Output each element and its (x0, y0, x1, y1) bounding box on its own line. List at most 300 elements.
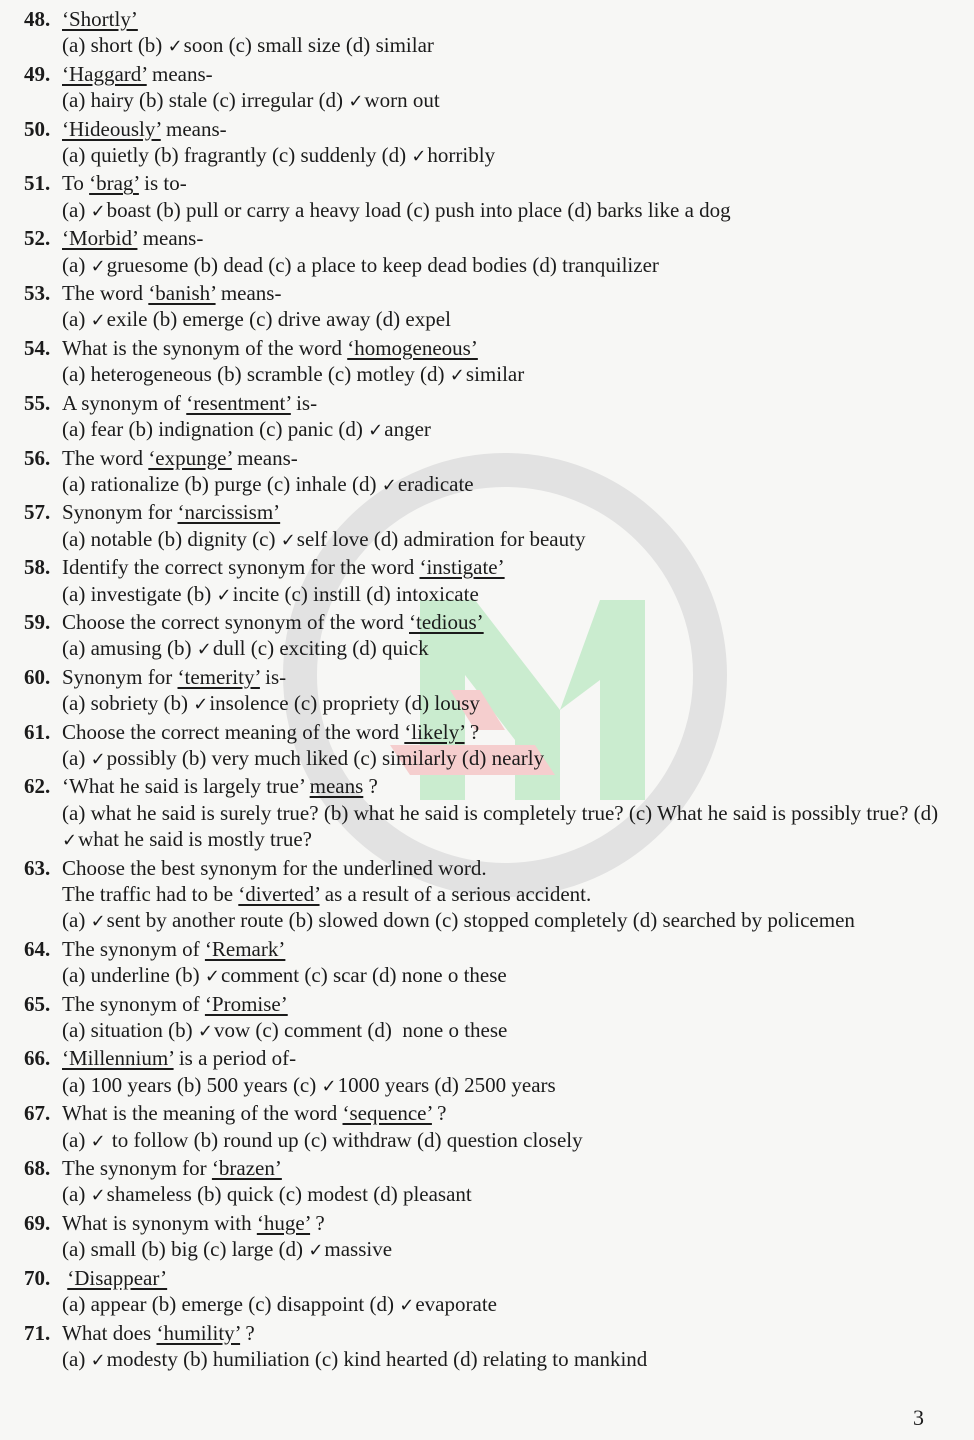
option-text: relating to mankind (482, 1346, 648, 1371)
option-label: (d) (532, 252, 557, 277)
question-number: 68. (24, 1156, 51, 1181)
question-text (62, 116, 954, 142)
option (352, 636, 428, 660)
option-text: similarly (381, 745, 457, 770)
question-term: ‘Remark’ (204, 936, 286, 961)
option-label: (b) (183, 1346, 208, 1371)
question-term: ‘Disappear’ (67, 1265, 168, 1290)
option-text: slowed down (318, 908, 430, 933)
option (367, 1018, 507, 1042)
option (315, 1347, 448, 1371)
options-line (62, 907, 954, 935)
option (633, 908, 855, 932)
option-text: humiliation (212, 1346, 310, 1371)
option-label: (d) (338, 417, 363, 442)
question-text (62, 554, 954, 580)
question-item (24, 1265, 954, 1320)
options-line (62, 1346, 954, 1374)
options-line (62, 1127, 954, 1155)
option-text: large (231, 1237, 274, 1262)
question-number: 62. (24, 774, 51, 799)
question-number: 49. (24, 61, 51, 86)
option (62, 746, 177, 770)
option-label: (c) (304, 963, 328, 988)
option (272, 143, 376, 167)
question-item (24, 61, 954, 116)
question-term: ‘humility’ (156, 1320, 241, 1345)
check-mark-icon: ✓ (321, 1075, 337, 1097)
option-label: (d) (567, 197, 592, 222)
question-text (62, 609, 954, 635)
option (268, 253, 527, 277)
options-line (62, 252, 954, 280)
question-number: 69. (24, 1210, 51, 1235)
question-suffix: ? (464, 719, 480, 744)
option (372, 963, 507, 987)
option-text: intoxicate (395, 581, 479, 606)
question-item (24, 6, 954, 61)
option (197, 1182, 273, 1206)
question-term: ‘Millennium’ (62, 1046, 174, 1071)
option-label: (b) (186, 581, 212, 606)
option (406, 198, 562, 222)
question-number: 51. (24, 171, 51, 196)
question-item (24, 390, 954, 445)
option-text: shameless (106, 1182, 192, 1207)
question-text (62, 936, 954, 962)
option-text: gruesome (106, 252, 189, 277)
option-label: (a) (62, 417, 86, 442)
question-term: ‘instigate’ (419, 555, 505, 580)
option (154, 143, 267, 167)
question-suffix: is to- (138, 171, 187, 196)
option-label: (a) (62, 33, 86, 58)
question-suffix: is a period of- (173, 1046, 297, 1071)
option (138, 33, 224, 57)
option-text: quick (226, 1182, 274, 1207)
question-text (62, 1155, 954, 1181)
option (62, 582, 182, 606)
option (167, 636, 246, 660)
option (62, 1237, 136, 1261)
option (255, 1018, 362, 1042)
question-item (24, 936, 954, 991)
option (374, 527, 586, 551)
options-line (62, 690, 954, 718)
option (62, 198, 151, 222)
option-text: pleasant (402, 1182, 472, 1207)
question-suffix: means- (215, 281, 282, 306)
option (366, 582, 479, 606)
option-text: 2500 years (464, 1072, 556, 1097)
option-text: pull or carry a heavy load (185, 197, 402, 222)
option-text: what he said is surely true? (90, 800, 319, 825)
question-stem (24, 936, 954, 962)
option-text: comment (220, 963, 300, 988)
option-label: (b) (217, 362, 242, 387)
options-line (62, 471, 954, 499)
option (187, 582, 280, 606)
option (168, 1018, 250, 1042)
option-label: (c) (266, 471, 291, 496)
option-text: similar (375, 33, 434, 58)
option-label: (b) (197, 1182, 222, 1207)
option (267, 472, 347, 496)
option (251, 636, 347, 660)
option (152, 1292, 243, 1316)
option-text: dead (223, 252, 263, 277)
option (62, 1292, 147, 1316)
option-text: notable (90, 526, 153, 551)
question-stem (24, 1045, 954, 1071)
check-mark-icon: ✓ (449, 365, 465, 387)
option (62, 88, 134, 112)
question-suffix: ? (240, 1320, 255, 1345)
option-text: 1000 years (337, 1072, 430, 1097)
question-suffix: is- (290, 390, 318, 415)
option-text: sobriety (90, 691, 159, 716)
question-term: ‘Haggard’ (62, 61, 147, 86)
option-text: propriety (322, 691, 400, 716)
question-text (62, 280, 954, 306)
option-label: (d) (373, 1182, 398, 1207)
question-item (24, 855, 954, 936)
option-label: (b) (193, 1127, 219, 1152)
question-suffix: ? (310, 1210, 325, 1235)
option-label: (d) (345, 33, 371, 58)
option (304, 963, 366, 987)
option (139, 88, 207, 112)
option-label: (b) (168, 1018, 193, 1043)
question-number: 55. (24, 390, 51, 415)
options-line (62, 635, 954, 663)
question-item (24, 1210, 954, 1265)
option-text: amusing (90, 636, 162, 661)
check-mark-icon: ✓ (368, 420, 384, 442)
option-text: purge (214, 471, 262, 496)
check-mark-icon: ✓ (280, 529, 296, 551)
question-stem (24, 773, 954, 799)
question-number: 66. (24, 1046, 51, 1071)
option-label: (a) (62, 1292, 86, 1317)
question-number: 56. (24, 445, 51, 470)
option-text: irregular (241, 88, 314, 113)
option-label: (d) (632, 908, 658, 933)
question-term: ‘narcissism’ (177, 500, 281, 525)
question-text (62, 445, 954, 471)
option (259, 417, 333, 441)
question-stem (24, 855, 954, 881)
option (249, 307, 370, 331)
options-line (62, 1072, 954, 1100)
option (62, 908, 283, 932)
question-term: ‘Promise’ (204, 991, 288, 1016)
option-text: what he said is completely true? (353, 800, 624, 825)
option-label: (b) (154, 143, 179, 168)
question-item (24, 664, 954, 719)
option-label: (c) (250, 636, 275, 661)
option-label: (b) (157, 526, 183, 551)
option (532, 253, 659, 277)
option-label: (a) (62, 908, 86, 933)
option-text: push into place (434, 197, 563, 222)
option-label: (d) (434, 1072, 459, 1097)
option-label: (c) (249, 307, 273, 332)
option-text: very much liked (211, 745, 349, 770)
option-text: expel (405, 307, 451, 332)
option-label: (c) (268, 252, 292, 277)
option-text: worn out (364, 88, 440, 113)
option-text: kind hearted (343, 1346, 448, 1371)
option (319, 88, 440, 112)
question-stem (24, 719, 954, 745)
option-text: emerge (182, 307, 244, 332)
option-text: barks like a dog (597, 197, 731, 222)
question-term: ‘Morbid’ (62, 226, 138, 251)
check-mark-icon: ✓ (90, 310, 106, 332)
option-label: (a) (62, 800, 86, 825)
question-item (24, 499, 954, 554)
question-prefix: Identify the correct synonym for the word (62, 555, 420, 580)
check-mark-icon: ✓ (90, 1185, 106, 1207)
option-label: (d) (352, 471, 377, 496)
options-line (62, 800, 954, 855)
option-label: (b) (137, 33, 163, 58)
option (62, 253, 188, 277)
option-label: (a) (62, 1018, 86, 1043)
check-mark-icon: ✓ (90, 1130, 106, 1152)
question-term: ‘banish’ (148, 281, 216, 306)
question-prefix: Synonym for (62, 500, 178, 525)
option (293, 1073, 429, 1097)
question-stem (24, 1155, 954, 1181)
question-stem (24, 280, 954, 306)
option-text: eradicate (397, 471, 474, 496)
question-stem (24, 390, 954, 416)
page-number: 3 (913, 1405, 924, 1430)
options-line (62, 745, 954, 773)
question-prefix: The word (62, 281, 149, 306)
option (373, 1182, 472, 1206)
question-term: ‘sequence’ (342, 1101, 432, 1126)
option (567, 198, 730, 222)
option-label: (d) (318, 88, 344, 113)
question-item (24, 609, 954, 664)
option-label: (d) (278, 1237, 304, 1262)
option-text: indignation (158, 417, 254, 442)
option-text: 100 years (90, 1072, 172, 1097)
question-term: ‘huge’ (256, 1210, 311, 1235)
question-number: 52. (24, 226, 51, 251)
option-label: (d) (381, 143, 407, 168)
options-line (62, 361, 954, 389)
question-prefix: Choose the best synonym for the underlined word. (62, 855, 487, 880)
options-line (62, 1236, 954, 1264)
option-label: (a) (62, 526, 86, 551)
question-text (62, 1210, 954, 1236)
option (453, 1347, 647, 1371)
question-stem (24, 1320, 954, 1346)
option-label: (c) (248, 1292, 272, 1317)
option-label: (a) (62, 745, 86, 770)
option (128, 417, 253, 441)
option (217, 362, 323, 386)
question-item (24, 1320, 954, 1375)
option (153, 307, 244, 331)
option (304, 1128, 412, 1152)
option-label: (c) (203, 1237, 227, 1262)
question-prefix: Choose the correct synonym of the word (62, 609, 410, 634)
option-label: (a) (62, 1182, 86, 1207)
question-term: ‘Shortly’ (62, 7, 138, 31)
question-text (62, 61, 954, 87)
check-mark-icon: ✓ (216, 584, 232, 606)
question-prefix: A synonym of (62, 390, 187, 415)
option-label: (b) (141, 1237, 166, 1262)
option-label: (c) (292, 1072, 317, 1097)
question-stem (24, 1210, 954, 1236)
option (62, 33, 133, 57)
question-item (24, 719, 954, 774)
option-text: similar (465, 362, 525, 387)
question-stem (24, 554, 954, 580)
question-stem (24, 991, 954, 1017)
option-label: (c) (293, 691, 318, 716)
question-text (62, 6, 954, 32)
option-text: emerge (181, 1292, 243, 1317)
option-label: (d) (404, 691, 430, 716)
option (435, 908, 627, 932)
option-label: (d) (461, 745, 487, 770)
option-label: (b) (193, 252, 219, 277)
option (62, 362, 212, 386)
option-text: scramble (246, 362, 323, 387)
option-text: sent by another route (106, 908, 284, 933)
check-mark-icon: ✓ (90, 200, 106, 222)
options-line (62, 32, 954, 60)
check-mark-icon: ✓ (90, 1349, 106, 1371)
question-term: ‘temerity’ (177, 664, 260, 689)
question-suffix: ? (363, 774, 378, 799)
option-text: quietly (90, 143, 149, 168)
check-mark-icon: ✓ (381, 474, 397, 496)
option (62, 527, 152, 551)
check-mark-icon: ✓ (197, 1021, 213, 1043)
option-label: (b) (166, 636, 192, 661)
question-term: ‘resentment’ (186, 390, 291, 415)
option-label: (b) (175, 963, 200, 988)
option-text: rationalize (90, 471, 180, 496)
option-text: boast (106, 197, 151, 222)
option-text: short (90, 33, 133, 58)
question-stem (24, 1265, 954, 1291)
option (370, 1292, 497, 1316)
options-line (62, 306, 954, 334)
options-line (62, 142, 954, 170)
option (279, 1237, 393, 1261)
question-number: 64. (24, 936, 51, 961)
question-item (24, 116, 954, 171)
option (62, 1182, 192, 1206)
option (62, 417, 123, 441)
option (405, 691, 480, 715)
option-text: suddenly (300, 143, 377, 168)
option-text: dull (212, 636, 246, 661)
option (163, 691, 288, 715)
option-label: (c) (284, 581, 308, 606)
question-text (62, 1265, 954, 1291)
option (203, 1237, 273, 1261)
question-suffix: means- (231, 445, 298, 470)
option (285, 582, 361, 606)
check-mark-icon: ✓ (90, 911, 106, 933)
question-number: 63. (24, 855, 51, 880)
option-text: massive (324, 1237, 393, 1262)
question-suffix: means- (160, 116, 227, 141)
option-label: (a) (62, 1072, 86, 1097)
option-text: round up (223, 1127, 299, 1152)
option-label: (a) (62, 1346, 86, 1371)
option-label: (b) (156, 197, 181, 222)
option-label: (d) (420, 362, 445, 387)
option (248, 1292, 364, 1316)
question-stem (24, 61, 954, 87)
option-text: incite (232, 581, 280, 606)
option-text: evaporate (415, 1292, 497, 1317)
option-label: (d) (367, 1018, 392, 1043)
option (434, 1073, 555, 1097)
question-prefix: Choose the correct meaning of the word (62, 719, 405, 744)
option (353, 746, 456, 770)
option-label: (a) (62, 471, 86, 496)
option-text: situation (90, 1018, 163, 1043)
option-text: motley (356, 362, 415, 387)
question-prefix: ‘What he said is largely true’ (62, 774, 310, 799)
question-number: 53. (24, 281, 51, 306)
question-term: means (309, 774, 364, 799)
option-label: (c) (212, 88, 236, 113)
question-term: ‘expunge’ (148, 445, 232, 470)
question-item (24, 335, 954, 390)
option-label: (a) (62, 197, 86, 222)
option (62, 1018, 163, 1042)
question-number: 54. (24, 335, 51, 360)
option-label: (b) (323, 800, 349, 825)
option-label: (a) (62, 88, 86, 113)
option-text: a place to keep dead bodies (296, 252, 528, 277)
option (177, 1073, 288, 1097)
question-number: 67. (24, 1101, 51, 1126)
question-stem (24, 116, 954, 142)
option-text: to follow (106, 1127, 189, 1152)
option (382, 143, 496, 167)
options-line (62, 1291, 954, 1319)
option-text: investigate (90, 581, 182, 606)
option-text: dignity (187, 526, 247, 551)
option-text: underline (90, 963, 170, 988)
check-mark-icon: ✓ (62, 830, 78, 852)
option-label: (d) (416, 1127, 442, 1152)
option-label: (a) (62, 143, 86, 168)
option-text: possibly (106, 745, 177, 770)
question-number: 57. (24, 500, 51, 525)
option-text: vow (214, 1018, 251, 1043)
option (229, 33, 341, 57)
options-line (62, 962, 954, 990)
option (156, 198, 401, 222)
option-text: none o these (401, 963, 507, 988)
question-term: ‘likely’ (404, 719, 465, 744)
